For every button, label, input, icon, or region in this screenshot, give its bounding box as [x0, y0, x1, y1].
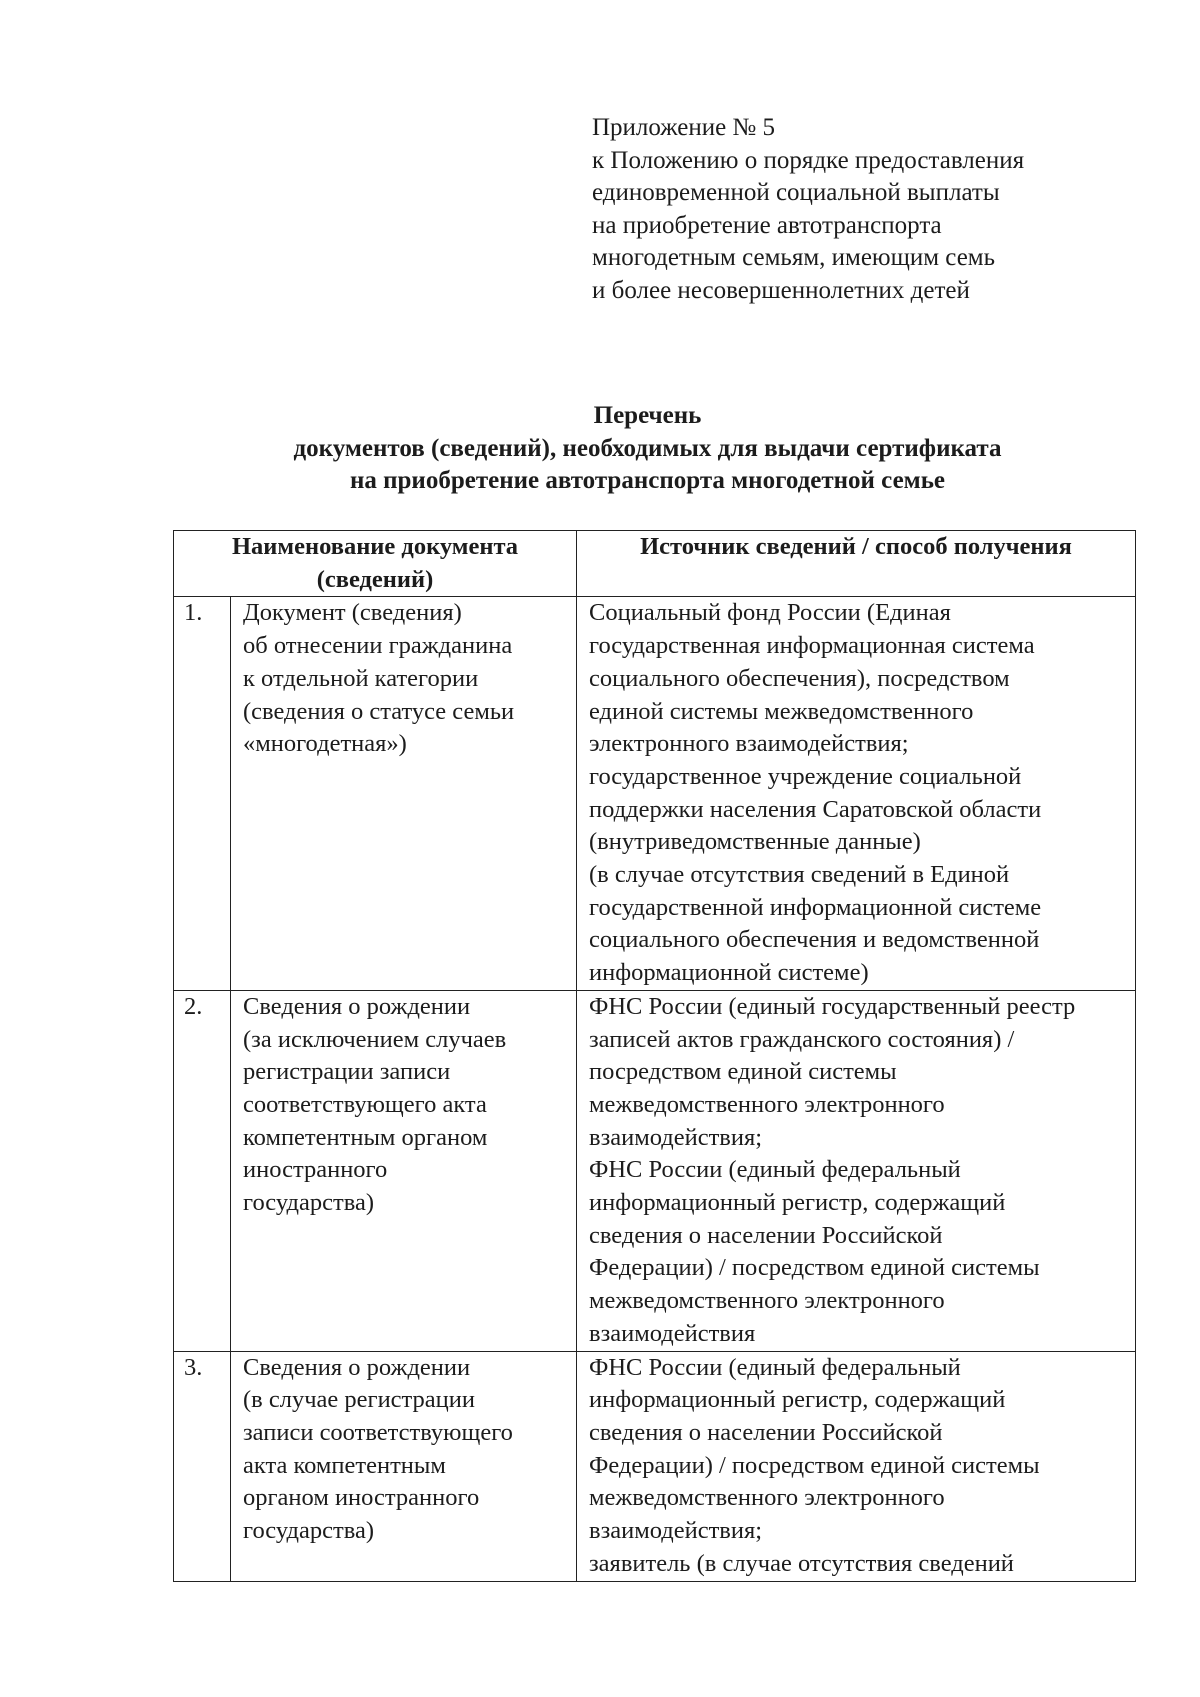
source-line: социального обеспечения), посредством: [589, 664, 1010, 692]
document-name-line: Документ (сведения): [243, 599, 462, 627]
source-cell: [577, 1351, 1136, 1581]
document-name-line: Сведения о рождении: [243, 1353, 471, 1381]
row-number: 2.: [174, 990, 231, 1351]
document-name-line: компетентным органом: [243, 1123, 488, 1151]
source-line: межведомственного электронного: [589, 1287, 945, 1315]
document-name-line: записи соответствующего: [243, 1418, 513, 1446]
document-name-line: (за исключением случаев: [243, 1025, 507, 1053]
annex-line: и более несовершеннолетних детей: [592, 276, 970, 304]
source-line: информационный регистр, содержащий: [589, 1189, 1006, 1217]
document-title: [0, 400, 1200, 498]
source-line: ФНС России (единый федеральный: [589, 1156, 961, 1184]
document-name-line: регистрации записи: [243, 1058, 451, 1086]
source-line: взаимодействия: [589, 1319, 756, 1347]
source-line: посредством единой системы: [589, 1058, 897, 1086]
title-line: документов (сведений), необходимых для выдачи сертификата: [293, 434, 1002, 462]
source-line: сведения о населении Российской: [589, 1221, 943, 1249]
source-line: (в случае отсутствия сведений в Единой: [589, 861, 1010, 889]
header-document-name: Наименование документа (сведений): [174, 531, 577, 597]
document-name-line: к отдельной категории: [243, 664, 479, 692]
document-name-line: (сведения о статусе семьи: [243, 697, 515, 725]
source-line: записей актов гражданского состояния) /: [589, 1025, 1015, 1053]
annex-line: единовременной социальной выплаты: [592, 179, 1000, 206]
source-cell: [577, 597, 1136, 990]
source-line: Федерации) / посредством единой системы: [589, 1451, 1040, 1479]
source-line: ФНС России (единый федеральный: [589, 1353, 961, 1381]
source-line: взаимодействия;: [589, 1517, 763, 1545]
source-line: межведомственного электронного: [589, 1484, 945, 1512]
source-line: электронного взаимодействия;: [589, 730, 909, 758]
source-line: заявитель (в случае отсутствия сведений: [589, 1549, 1014, 1577]
source-line: социального обеспечения и ведомственной: [589, 926, 1040, 954]
source-line: поддержки населения Саратовской области: [589, 795, 1042, 823]
title-line: Перечень: [593, 402, 702, 429]
document-name-line: (в случае регистрации: [243, 1386, 476, 1414]
table-row: [174, 1351, 1136, 1581]
title-line: на приобретение автотранспорта многодетной семье: [349, 467, 946, 494]
source-cell: [577, 990, 1136, 1351]
source-line: государственное учреждение социальной: [589, 762, 1022, 790]
document-name-line: Сведения о рождении: [243, 992, 471, 1020]
document-name-line: иностранного: [243, 1156, 388, 1184]
source-line: (внутриведомственные данные): [589, 828, 921, 856]
source-line: взаимодействия;: [589, 1123, 763, 1151]
documents-table: [173, 530, 1136, 1582]
annex-heading: [592, 112, 1024, 307]
table-row: [174, 990, 1136, 1351]
source-line: единой системы межведомственного: [589, 697, 974, 725]
document-name-cell: [231, 1351, 577, 1581]
source-line: государственная информационная система: [589, 632, 1035, 660]
source-line: информационной системе): [589, 959, 869, 987]
document-name-line: «многодетная»): [243, 730, 407, 758]
source-line: ФНС России (единый государственный реестр: [589, 992, 1076, 1020]
annex-line: Приложение № 5: [592, 114, 776, 141]
header-source: Источник сведений / способ получения: [577, 531, 1136, 597]
annex-line: к Положению о порядке предоставления: [592, 146, 1025, 174]
table-row: [174, 597, 1136, 990]
document-name-line: соответствующего акта: [243, 1090, 487, 1118]
source-line: межведомственного электронного: [589, 1090, 945, 1118]
document-name-cell: [231, 990, 577, 1351]
annex-line: на приобретение автотранспорта: [592, 211, 942, 239]
source-line: Федерации) / посредством единой системы: [589, 1254, 1040, 1282]
document-name-cell: [231, 597, 577, 990]
document-name-line: акта компетентным: [243, 1451, 446, 1479]
source-line: сведения о населении Российской: [589, 1418, 943, 1446]
source-line: информационный регистр, содержащий: [589, 1386, 1006, 1414]
document-name-line: государства): [243, 1517, 375, 1545]
row-number: 3.: [174, 1351, 231, 1581]
source-line: государственной информационной системе: [589, 893, 1042, 921]
row-number: 1.: [174, 597, 231, 990]
table-header-row: [174, 531, 1136, 597]
annex-line: многодетным семьям, имеющим семь: [592, 244, 996, 271]
document-name-line: государства): [243, 1189, 375, 1217]
source-line: Социальный фонд России (Единая: [589, 599, 951, 627]
document-name-line: органом иностранного: [243, 1484, 480, 1512]
document-name-line: об отнесении гражданина: [243, 632, 513, 660]
